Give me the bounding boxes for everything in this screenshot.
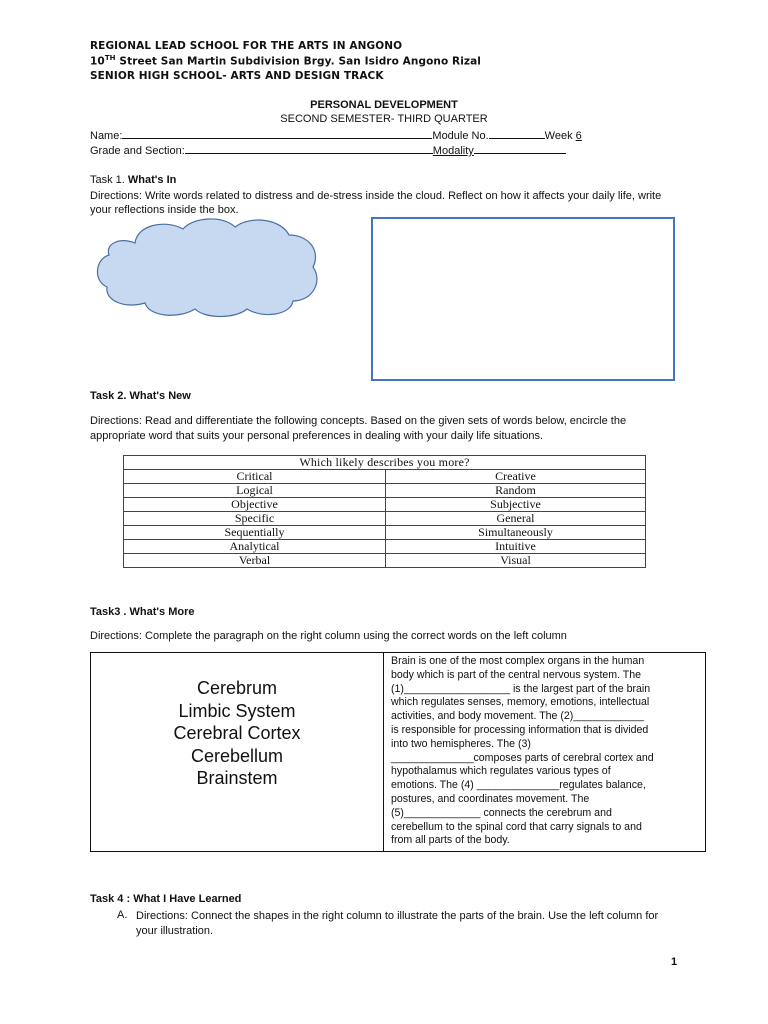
task1-heading [90, 174, 176, 186]
paragraph-line: from all parts of the body. [391, 834, 510, 847]
paragraph-line: cerebellum to the spinal cord that carry signals to and [391, 820, 642, 833]
paragraph-line: postures, and coordinates movement. The [391, 792, 590, 805]
table-row [124, 540, 646, 554]
option-left[interactable]: Verbal [124, 554, 386, 568]
subject-title: PERSONAL DEVELOPMENT [310, 99, 458, 111]
paragraph-column[interactable] [391, 655, 701, 848]
table-row [124, 526, 646, 540]
reflection-box[interactable] [371, 217, 675, 381]
cloud-shape[interactable] [95, 215, 321, 319]
school-name: REGIONAL LEAD SCHOOL FOR THE ARTS IN ANGONO [90, 40, 403, 52]
preference-table [123, 455, 646, 568]
task2-title: Task 2. What's New [90, 390, 191, 402]
word-bank-column [91, 653, 384, 851]
task2-directions: Directions: Read and differentiate the following concepts. Based on the given sets of words below, encircle the appropriate word that suits your personal preferences in dealing with your daily life situations. [90, 415, 627, 442]
option-right[interactable]: Random [386, 484, 646, 498]
option-right[interactable]: Intuitive [386, 540, 646, 554]
word-brainstem: Brainstem [196, 768, 278, 788]
option-right[interactable]: Visual [386, 554, 646, 568]
table-row [124, 554, 646, 568]
modality-field[interactable] [474, 143, 566, 154]
task4-title: Task 4 : What I Have Learned [90, 893, 242, 905]
paragraph-line: which regulates senses, memory, emotions, intellectual [391, 696, 650, 709]
paragraph-line: into two hemispheres. The (3) [391, 737, 531, 750]
paragraph-line: body which is part of the central nervous system. The [391, 668, 642, 681]
address-number: 10 [90, 55, 105, 68]
task3-title: Task3 . What's More [90, 606, 195, 618]
word-cerebral-cortex: Cerebral Cortex [173, 723, 301, 743]
option-left[interactable]: Logical [124, 484, 386, 498]
grade-row [90, 143, 710, 157]
paragraph-line: (5)_____________ connects the cerebrum and [391, 806, 612, 819]
track-name: SENIOR HIGH SCHOOL- ARTS AND DESIGN TRACK [90, 70, 384, 82]
semester-title: SECOND SEMESTER- THIRD QUARTER [280, 113, 488, 125]
task1-prefix: Task 1. [90, 174, 128, 186]
task4-item-label: A. [117, 909, 128, 921]
paragraph-line: emotions. The (4) ______________regulates balance, [391, 779, 646, 792]
school-address [90, 54, 481, 68]
address-rest: Street San Martin Subdivision Brgy. San Isidro Angono Rizal [115, 55, 482, 68]
paragraph-line: ______________composes parts of cerebral cortex and [391, 751, 654, 764]
paragraph-line: (1)__________________ is the largest part of the brain [391, 682, 651, 695]
name-label: Name: [90, 130, 123, 142]
option-right[interactable]: General [386, 512, 646, 526]
name-row [90, 128, 710, 142]
task3-table [90, 652, 706, 852]
word-cerebrum: Cerebrum [196, 678, 278, 698]
word-bank [91, 677, 383, 790]
option-left[interactable]: Analytical [124, 540, 386, 554]
modality-label: Modality [432, 145, 474, 157]
word-limbic-system: Limbic System [178, 700, 296, 721]
week-label: Week [544, 130, 576, 142]
grade-label: Grade and Section: [90, 145, 185, 157]
option-right[interactable]: Creative [386, 470, 646, 484]
option-left[interactable]: Specific [124, 512, 386, 526]
option-left[interactable]: Objective [124, 498, 386, 512]
paragraph-line: hypothalamus which regulates various types of [391, 765, 611, 778]
task1-directions: Directions: Write words related to distress and de-stress inside the cloud. Reflect on how it affects your daily life, write your reflections inside the box. [90, 190, 662, 216]
word-cerebellum: Cerebellum [190, 745, 284, 766]
table-row [124, 470, 646, 484]
paragraph-line: activities, and body movement. The (2)____________ [391, 710, 645, 723]
paragraph-line: Brain is one of the most complex organs in the human [391, 655, 645, 667]
option-right[interactable]: Subjective [386, 498, 646, 512]
paragraph-line: is responsible for processing information that is divided [391, 723, 649, 736]
option-right[interactable]: Simultaneously [386, 526, 646, 540]
table-row [124, 498, 646, 512]
name-field[interactable] [122, 128, 432, 139]
option-left[interactable]: Critical [124, 470, 386, 484]
module-label: Module No. [432, 130, 489, 142]
table-header: Which likely describes you more? [124, 456, 646, 470]
grade-field[interactable] [185, 143, 433, 154]
task3-directions: Directions: Complete the paragraph on the right column using the correct words on the left column [90, 630, 567, 642]
module-field[interactable] [489, 128, 545, 139]
option-left[interactable]: Sequentially [124, 526, 386, 540]
task4-directions: Directions: Connect the shapes in the right column to illustrate the parts of the brain. Use the left column for your illustration. [136, 910, 659, 937]
page-number: 1 [671, 956, 678, 968]
table-row [124, 484, 646, 498]
address-superscript: TH [104, 54, 116, 62]
week-value: 6 [575, 130, 582, 142]
task1-title: What's In [127, 174, 177, 186]
table-row [124, 512, 646, 526]
